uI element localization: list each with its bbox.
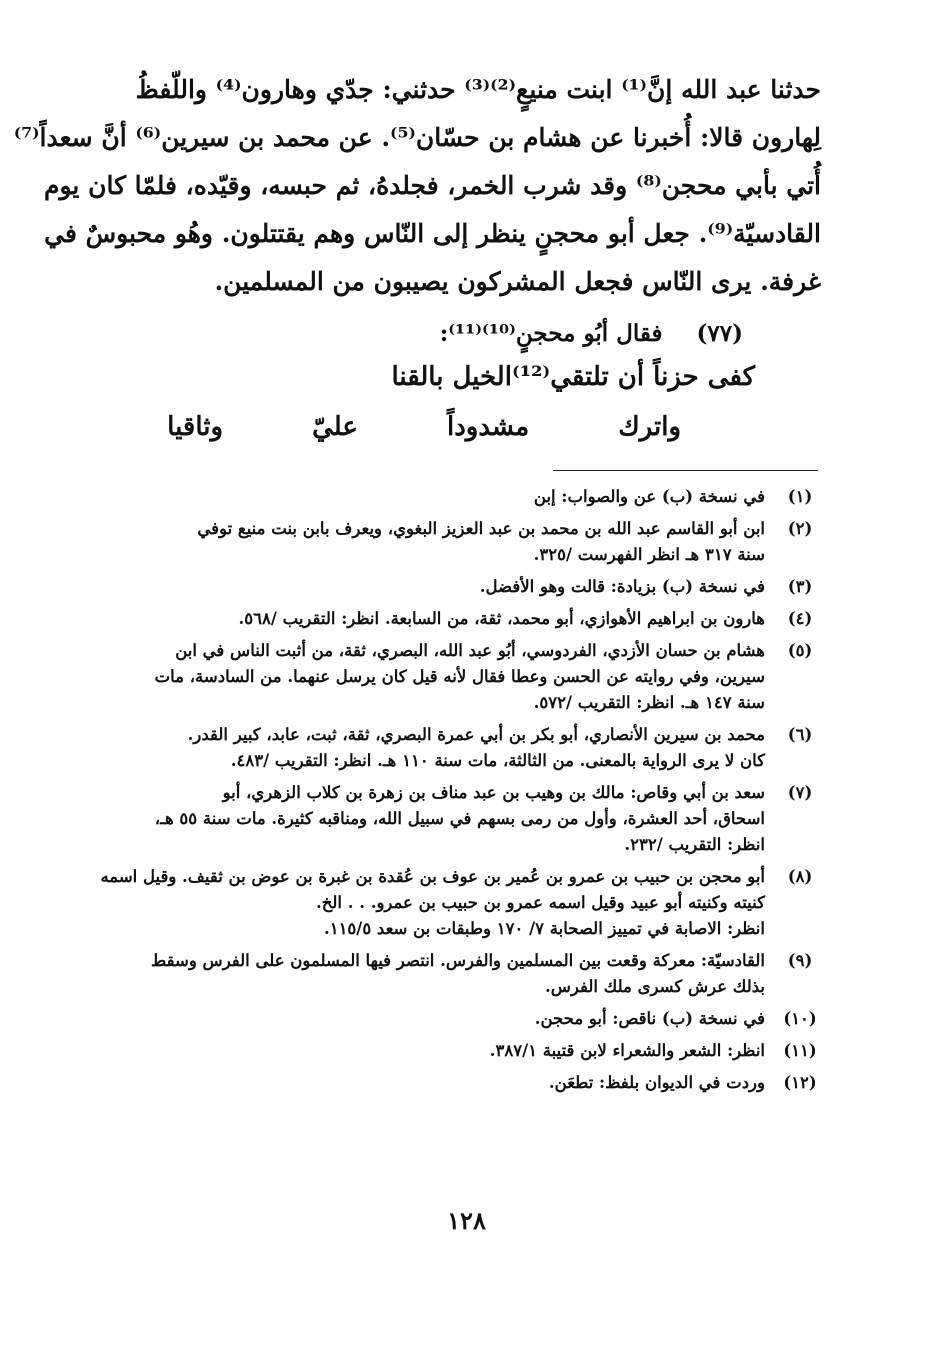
footnote-line: أبو محجن بن حبيب بن عمرو بن عُمير بن عوف بن عُقدة بن غبرة بن عوض بن ثقيف. وقيل اسمه <box>100 867 765 886</box>
footnote-line: سنة ٣١٧ هـ انظر الفهرست /٣٢٥. <box>533 545 765 564</box>
verse-word: واترك <box>618 412 681 442</box>
footnote-line: بذلك عرش كسرى ملك الفرس. <box>544 977 765 996</box>
footnote-line: في نسخة (ب) ناقص: أبو محجن. <box>534 1009 765 1028</box>
poem-verse-first-hemistich: كفى حزناً أن تلتقي⁽¹²⁾الخيل بالقنا <box>391 362 755 392</box>
main-text-line: غرفة. يرى النّاس فجعل المشركون يصيبون من المسلمين. <box>214 267 821 296</box>
footnote <box>109 606 821 632</box>
main-text-line: القادسيّة⁽⁹⁾. جعل أبو محجنٍ ينظر إلى النّاس وهم يقتتلون. وهُو محبوسٌ في <box>44 219 821 248</box>
main-text-line: أُتي بأبي محجن⁽⁸⁾ وقد شرب الخمر، فجلدهُ، ثم حبسه، وقيّده، فلمّا كان يوم <box>44 171 821 200</box>
footnote-number: (٢) <box>787 519 813 538</box>
footnote-number: (١١) <box>783 1041 817 1060</box>
footnote-line: كان لا يرى الرواية بالمعنى. من الثالثة، مات سنة ١١٠ هـ. انظر: التقريب /٤٨٣. <box>230 751 765 770</box>
footnote-number: (١٠) <box>783 1009 817 1028</box>
footnote-number: (١) <box>787 487 813 506</box>
footnote-line: انظر: الشعر والشعراء لابن قتيبة ٣٨٧/١. <box>489 1041 765 1060</box>
footnote-line: القادسيّة: معركة وقعت بين المسلمين والفرس. انتصر فيها المسلمون على الفرس وسقط <box>151 951 765 970</box>
footnotes <box>100 484 821 1102</box>
footnote-line: كنيته وكنيته أبو عبيد وقيل اسمه عمرو بن حبيب بن عمرو. . . الخ. <box>315 893 765 912</box>
footnote <box>109 638 821 716</box>
footnote-line: في نسخة (ب) بزيادة: قالت وهو الأفضل. <box>479 577 765 596</box>
footnote <box>109 1006 821 1032</box>
main-text <box>13 66 821 306</box>
poem-heading <box>440 320 743 347</box>
footnote-separator <box>553 470 818 471</box>
verse-word: وثاقيا <box>167 412 224 442</box>
page-number: ١٢٨ <box>447 1206 486 1235</box>
footnote-line: انظر: التقريب /٢٣٢. <box>624 835 765 854</box>
footnote-line: وردت في الديوان بلفظ: تطعَن. <box>548 1073 765 1092</box>
footnote-line: هارون بن ابراهيم الأهوازي، أبو محمد، ثقة، من السابعة. انظر: التقريب /٥٦٨. <box>238 609 765 628</box>
footnote-number: (٩) <box>787 951 813 970</box>
footnote-number: (٤) <box>787 609 813 628</box>
verse-word: عليّ <box>312 412 358 442</box>
footnote-line: سعد بن أبي وقاص: مالك بن وهيب بن عبد مناف بن زهرة بن كلاب الزهري، أبو <box>222 783 765 802</box>
footnote-line: سنة ١٤٧ هـ. انظر: التقريب /٥٧٢. <box>533 693 765 712</box>
footnote-number: (٣) <box>787 577 813 596</box>
footnote <box>100 864 821 942</box>
verse-word: مشدوداً <box>447 412 530 442</box>
footnote <box>109 780 821 858</box>
footnote-line: اسحاق، أحد العشرة، وأول من رمى بسهم في سبيل الله، ومناقبه كثيرة. مات سنة ٥٥ هـ، <box>154 809 765 828</box>
footnote-line: انظر: الاصابة في تمييز الصحابة ٧/ ١٧٠ وطبقات بن سعد ١١٥/٥. <box>323 919 765 938</box>
main-text-line: حدثنا عبد الله إنَّ⁽¹⁾ ابنت منيعٍ⁽²⁾⁽³⁾ حدثني: جدّي وهارون⁽⁴⁾ واللّفظُ <box>135 75 821 104</box>
footnote-number: (٥) <box>787 641 813 660</box>
footnote <box>109 948 821 1000</box>
footnote <box>109 1038 821 1064</box>
footnote-number: (٧) <box>787 783 813 802</box>
footnote-line: في نسخة (ب) عن والصواب: إبن <box>533 487 765 506</box>
footnote-line: محمد بن سيرين الأنصاري، أبو بكر بن أبي عمرة البصري، ثقة، ثبت، عابد، كبير القدر. <box>187 725 765 744</box>
footnote-number: (٦) <box>787 725 813 744</box>
footnote-line: ابن أبو القاسم عبد الله بن محمد بن عبد العزيز البغوي، ويعرف بابن بنت منيع توفي <box>197 519 765 538</box>
footnote-number: (١٢) <box>783 1073 817 1092</box>
footnote <box>109 574 821 600</box>
footnote <box>109 1070 821 1096</box>
poem-intro: فقال أبُو محجنٍ⁽¹⁰⁾⁽¹¹⁾: <box>439 320 663 347</box>
main-text-line: لِهارون قالا: أُخبرنا عن هشام بن حسّان⁽⁵⁾. عن محمد بن سيرين⁽⁶⁾ أنَّ سعداً⁽⁷⁾ <box>13 123 821 152</box>
footnote <box>109 484 821 510</box>
footnote-line: سيرين، وفي روايته عن الحسن وعطا فقال لأنه قيل كان يرسل عنهما. من السادسة، مات <box>154 667 765 686</box>
poem-number: (٧٧) <box>696 320 743 347</box>
footnote-number: (٨) <box>787 867 813 886</box>
footnote-line: هشام بن حسان الأزدي، الفردوسي، أبُو عبد الله، البصري، ثقة، من أثبت الناس في ابن <box>175 641 765 660</box>
poem-verse-second-hemistich <box>167 412 681 442</box>
footnote <box>109 722 821 774</box>
footnote <box>109 516 821 568</box>
